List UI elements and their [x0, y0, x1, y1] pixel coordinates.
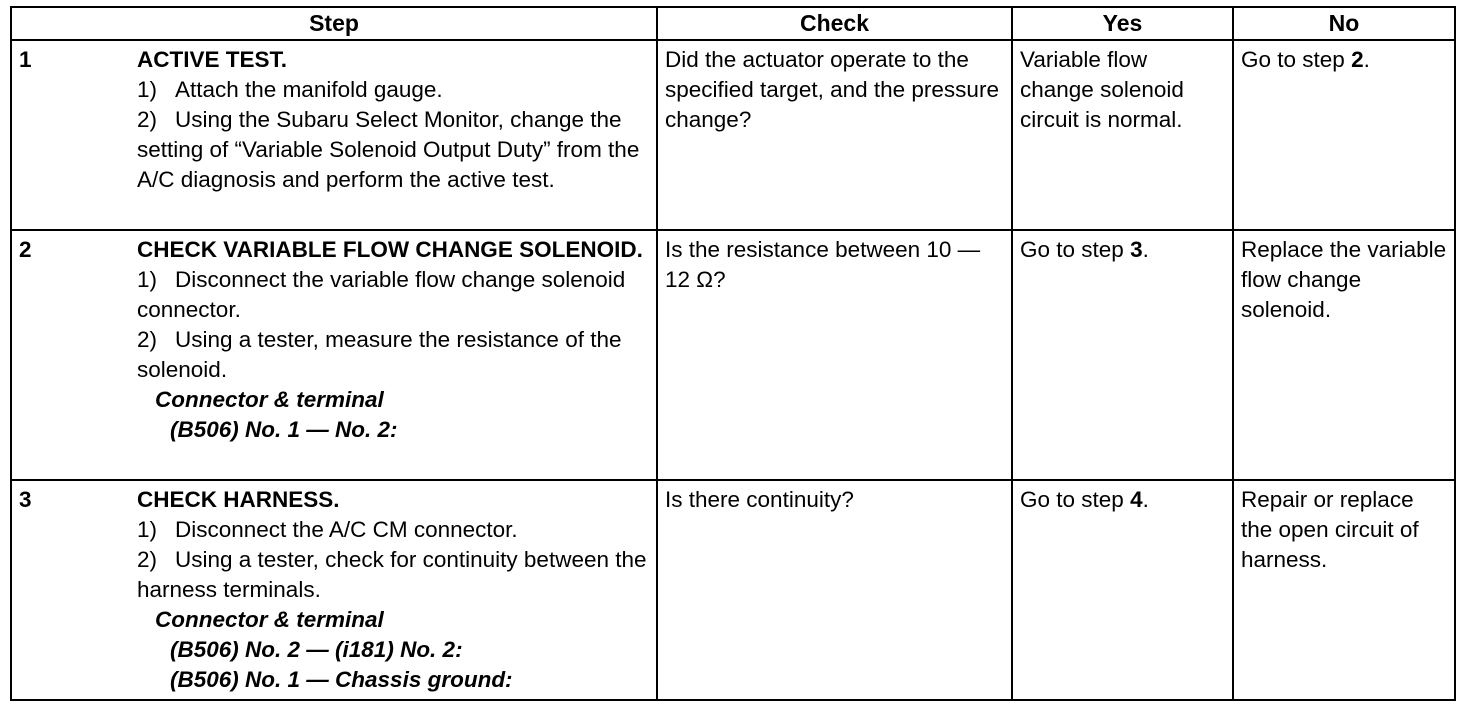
step-title: ACTIVE TEST. — [137, 47, 288, 72]
table-row — [11, 230, 1455, 480]
no-cell: Replace the variable flow change solenoid. — [1233, 230, 1455, 480]
yes-cell: Go to step 3. — [1012, 230, 1233, 480]
substep: 2) Using the Subaru Select Monitor, change the setting of “Variable Solenoid Output Duty” from the A/C diagnosis and perform the active test. — [137, 107, 640, 192]
table-row — [11, 40, 1455, 230]
connector-value: (B506) No. 2 — (i181) No. 2: — [170, 637, 463, 662]
substep: 1) Attach the manifold gauge. — [137, 77, 443, 102]
substep: 2) Using a tester, measure the resistance of the solenoid. — [137, 327, 622, 382]
step-cell — [11, 480, 657, 700]
substep: 1) Disconnect the variable flow change solenoid connector. — [137, 267, 626, 322]
step-title: CHECK HARNESS. — [137, 487, 340, 512]
step-cell — [11, 40, 657, 230]
step-title: CHECK VARIABLE FLOW CHANGE SOLENOID. — [137, 237, 643, 262]
step-number: 3 — [19, 487, 32, 512]
step-cell — [11, 230, 657, 480]
step-number: 1 — [19, 47, 32, 72]
step-link: 3 — [1130, 237, 1143, 262]
diagnostic-table — [10, 6, 1456, 701]
header-row — [11, 7, 1455, 40]
yes-cell: Go to step 4. — [1012, 480, 1233, 700]
connector-label: Connector & terminal — [155, 607, 384, 632]
connector-value: (B506) No. 1 — No. 2: — [170, 417, 398, 442]
check-cell: Is the resistance between 10 — 12 Ω? — [657, 230, 1012, 480]
step-link: 4 — [1130, 487, 1143, 512]
substep: 1) Disconnect the A/C CM connector. — [137, 517, 518, 542]
check-cell: Did the actuator operate to the specified target, and the pressure change? — [657, 40, 1012, 230]
step-number: 2 — [19, 237, 32, 262]
connector-value: (B506) No. 1 — Chassis ground: — [170, 667, 513, 692]
table-row — [11, 480, 1455, 700]
no-cell: Repair or replace the open circuit of harness. — [1233, 480, 1455, 700]
step-link: 2 — [1351, 47, 1364, 72]
header-step: Step — [11, 7, 657, 40]
header-check: Check — [657, 7, 1012, 40]
header-no: No — [1233, 7, 1455, 40]
connector-label: Connector & terminal — [155, 387, 384, 412]
header-yes: Yes — [1012, 7, 1233, 40]
check-cell: Is there continuity? — [657, 480, 1012, 700]
yes-cell: Variable flow change solenoid circuit is normal. — [1012, 40, 1233, 230]
substep: 2) Using a tester, check for continuity between the harness terminals. — [137, 547, 647, 602]
no-cell: Go to step 2. — [1233, 40, 1455, 230]
